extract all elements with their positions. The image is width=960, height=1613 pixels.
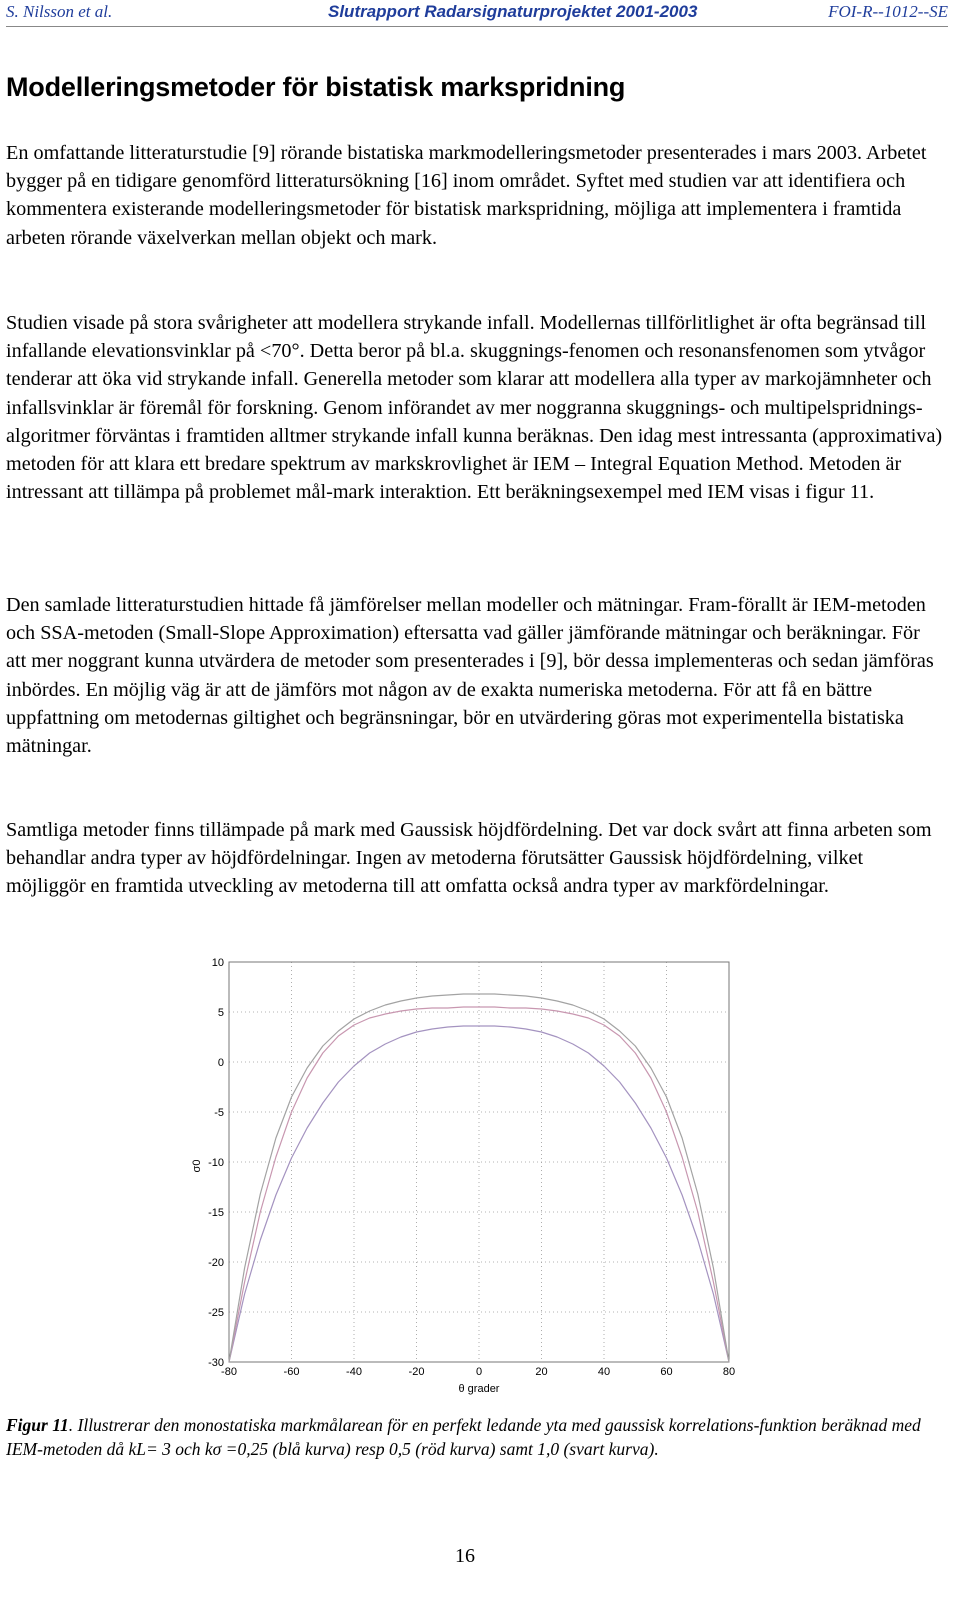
section-title: Modelleringsmetoder för bistatisk markspridning [6, 72, 626, 102]
paragraph-3: Den samlade litteraturstudien hittade få jämförelser mellan modeller och mätningar. Fram-förallt är IEM-metoden och SSA-metoden (Small-Slope Approximation) eftersatta vad gäller jämförande mätningar och beräkningar. För att mer noggrant kunna utvärdera de metoder som presenterades i [9], bör dessa implementeras och sedan jämföras inbördes. En möjlig väg är att de jämförs mot någon av de exakta numeriska metoderna. För att få en bättre uppfattning om metodernas giltighet och begränsningar, bör en utvärdering göras mot experimentella bistatiska mätningar. [6, 594, 934, 758]
x-tick-label: -40 [346, 1366, 362, 1378]
y-tick-label: 0 [217, 1057, 224, 1069]
figure-11-chart [188, 953, 758, 1398]
y-tick-label: -5 [214, 1107, 224, 1119]
y-axis-label: σ0 [191, 1159, 203, 1173]
y-tick-label: 10 [211, 957, 224, 969]
x-tick-labels [221, 1366, 735, 1378]
paragraph-2: Studien visade på stora svårigheter att modellera strykande infall. Modellernas tillförlitlighet är ofta begränsad till infallande elevationsvinklar på <70°. Detta beror på bl.a. skuggnings-fenomen och resonansfenomen som ytvågor tenderar att öka vid strykande infall. Generella metoder som klarar att modellera alla typer av markojämnheter och infallsvinklar är föremål för forskning. Genom införandet av mer noggranna skuggnings- och multipelspridnings-algoritmer förväntas i framtiden alltmer strykande infall kunna beräknas. Den idag mest intressanta (approximativa) metoden för att klara ett bredare spektrum av markskrovlighet är IEM – Integral Equation Method. Metoden är intressant att tillämpa på problemet mål-mark interaktion. Ett beräkningsexempel med IEM visas i figur 11. [6, 312, 943, 504]
x-tick-label: -20 [408, 1366, 425, 1378]
y-tick-label: 5 [217, 1007, 224, 1019]
y-tick-label: -15 [208, 1207, 224, 1219]
page-number: 16 [455, 1545, 475, 1567]
y-tick-label: -30 [208, 1357, 224, 1369]
x-tick-label: -80 [221, 1366, 237, 1378]
x-tick-label: 0 [475, 1366, 483, 1378]
x-tick-label: 60 [660, 1366, 673, 1378]
series-line-2 [229, 1007, 729, 1362]
caption-text: . Illustrerar den monostatiska markmålarean för en perfekt ledande yta med gaussisk korrelations-funktion beräknad med IEM-metoden då kL= 3 och kσ =0,25 (blå kurva) resp 0,5 (röd kurva) samt 1,0 (svart kurva). [6, 1415, 921, 1459]
y-tick-label: -25 [208, 1307, 224, 1319]
x-axis-label: θ grader [458, 1383, 500, 1395]
caption-label: Figur 11 [6, 1415, 69, 1435]
header-report-title: Slutrapport Radarsignaturprojektet 2001-2003 [328, 2, 698, 21]
chart-grid [229, 962, 729, 1362]
y-tick-label: -20 [208, 1257, 224, 1269]
header-report-number: FOI-R--1012--SE [828, 2, 948, 21]
header-rule [6, 26, 948, 27]
x-tick-label: 80 [722, 1366, 736, 1378]
y-tick-labels [208, 957, 224, 1369]
x-tick-label: 40 [597, 1366, 611, 1378]
x-tick-label: 20 [535, 1366, 548, 1378]
header-author: S. Nilsson et al. [6, 2, 113, 21]
paragraph-4: Samtliga metoder finns tillämpade på mark med Gaussisk höjdfördelning. Det var dock svårt att finna arbeten som behandlar andra typer av höjdfördelningar. Ingen av metoderna förutsätter Gaussisk höjdfördelning, vilket möjliggör en framtida utveckling av metoderna till att omfatta också andra typer av markfördelningar. [6, 819, 932, 898]
x-tick-label: -60 [283, 1366, 300, 1378]
y-tick-label: -10 [208, 1157, 224, 1169]
paragraph-1: En omfattande litteraturstudie [9] rörande bistatiska markmodelleringsmetoder presenterades i mars 2003. Arbetet bygger på en tidigare genomförd litteratursökning [16] inom området. Syftet med studien var att identifiera och kommentera existerande modelleringsmetoder för bistatisk markspridning, möjliga att implementera i framtida arbeten rörande växelverkan mellan objekt och mark. [6, 142, 927, 249]
figure-caption [6, 1413, 936, 1461]
